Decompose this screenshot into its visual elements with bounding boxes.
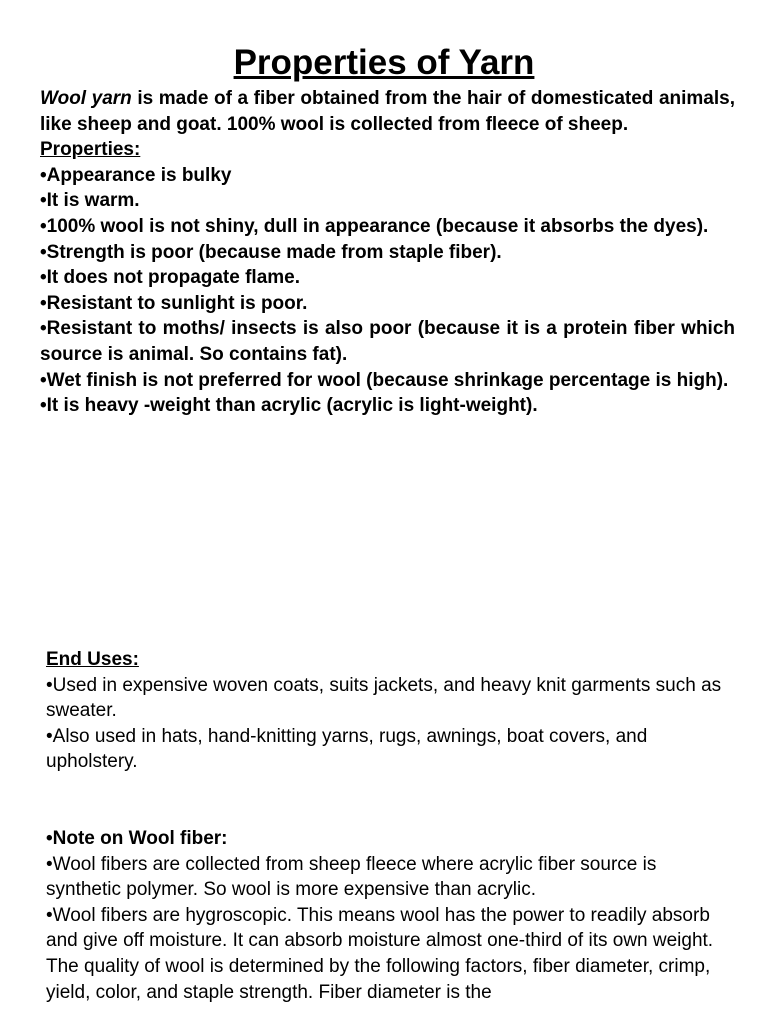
property-item: •Wet finish is not preferred for wool (because shrinkage percentage is high). <box>40 369 729 391</box>
properties-heading: Properties: <box>40 139 141 161</box>
note-heading: •Note on Wool fiber: <box>46 827 228 849</box>
property-item: •It is warm. <box>40 190 140 212</box>
lower-section <box>46 647 736 1005</box>
end-uses-heading: End Uses: <box>46 649 139 670</box>
property-item: •Resistant to moths/ insects is also poor (because it is a protein fiber which source is animal. So contains fat). <box>40 318 735 365</box>
property-item: •It does not propagate flame. <box>40 267 301 289</box>
section-gap <box>46 775 736 826</box>
property-item: •Strength is poor (because made from staple fiber). <box>40 241 502 263</box>
page-title: Properties of Yarn <box>233 43 535 82</box>
property-item: •It is heavy -weight than acrylic (acrylic is light-weight). <box>40 395 538 417</box>
property-item: •Resistant to sunlight is poor. <box>40 292 308 314</box>
property-item: •100% wool is not shiny, dull in appearance (because it absorbs the dyes). <box>40 215 709 237</box>
intro-text: is made of a fiber obtained from the hair of domesticated animals, like sheep and goat. 100% wool is collected from fleece of sheep. <box>40 88 735 135</box>
end-use-item: •Also used in hats, hand-knitting yarns, rugs, awnings, boat covers, and upholstery. <box>46 725 648 773</box>
intro-paragraph <box>40 86 735 137</box>
intro-term: Wool yarn <box>40 88 132 109</box>
note-item: •Wool fibers are collected from sheep fleece where acrylic fiber source is synthetic polymer. So wool is more expensive than acrylic. <box>46 853 657 901</box>
note-item: •Wool fibers are hygroscopic. This means wool has the power to readily absorb and give off moisture. It can absorb moisture almost one-third of its own weight. <box>46 904 714 952</box>
property-item: •Appearance is bulky <box>40 164 232 186</box>
end-use-item: •Used in expensive woven coats, suits jackets, and heavy knit garments such as sweater. <box>46 674 722 722</box>
note-item: The quality of wool is determined by the following factors, fiber diameter, crimp, yield, color, and staple strength. Fiber diameter is the <box>46 955 711 1003</box>
properties-section <box>40 86 735 419</box>
